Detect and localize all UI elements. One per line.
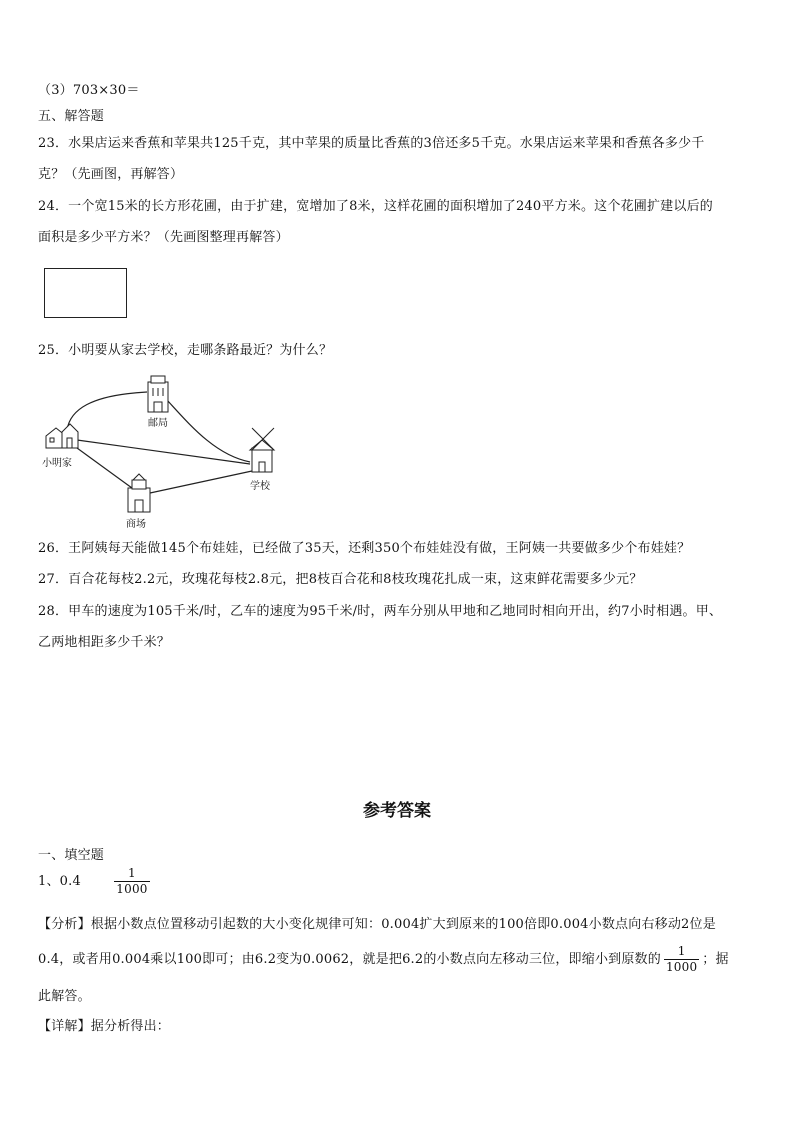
section-1-title: 一、填空题 — [38, 848, 105, 863]
route-post-to-school — [167, 400, 250, 462]
answer-1-prefix: 1、0.4 — [38, 874, 81, 889]
fraction-one-thousandth-inline — [664, 944, 699, 975]
answer-1 — [38, 866, 153, 897]
question-23-line-1: 23．水果店运来香蕉和苹果共125千克，其中苹果的质量比香蕉的3倍还多5千克。水果店运来苹果和香蕉各多少千 — [38, 136, 705, 151]
calc-question-3: （3）703×30＝ — [38, 83, 140, 98]
analysis-line-1: 【分析】根据小数点位置移动引起数的大小变化规律可知：0.004扩大到原来的100倍即0.004小数点向右移动2位是 — [38, 917, 716, 932]
route-mall-to-school — [150, 471, 252, 493]
mall-icon — [128, 474, 150, 512]
analysis-line-2 — [38, 944, 729, 975]
analysis-line-3: 此解答。 — [38, 989, 91, 1004]
analysis-line-2-tail: ；据 — [702, 952, 729, 967]
fraction-denominator: 1000 — [116, 882, 148, 896]
garden-rectangle-figure — [44, 268, 127, 318]
question-28-line-2: 乙两地相距多少千米？ — [38, 635, 171, 650]
question-26-line-1: 26．王阿姨每天能做145个布娃娃，已经做了35天，还剩350个布娃娃没有做，王阿姨一共要做多少个布娃娃？ — [38, 541, 691, 556]
school-icon — [250, 428, 274, 472]
fraction-numerator: 1 — [128, 866, 136, 880]
section-5-title: 五、解答题 — [38, 109, 105, 124]
label-mall: 商场 — [126, 519, 146, 530]
route-home-to-mall — [77, 448, 132, 488]
question-23-line-2: 克？（先画图，再解答） — [38, 167, 184, 182]
analysis-line-2-text: 0.4，或者用0.004乘以100即可；由6.2变为0.0062，就是把6.2的小数点向左移动三位，即缩小到原数的 — [38, 952, 661, 967]
question-24-line-2: 面积是多少平方米？（先画图整理再解答） — [38, 230, 289, 245]
route-home-to-post — [67, 392, 147, 430]
home-icon — [46, 424, 78, 448]
route-map — [40, 370, 290, 535]
post-office-icon — [148, 376, 168, 412]
fraction-numerator-inline: 1 — [677, 944, 686, 958]
question-27-line-1: 27．百合花每枝2.2元，玫瑰花每枝2.8元，把8枝百合花和8枝玫瑰花扎成一束，这束鲜花需要多少元？ — [38, 572, 643, 587]
question-25-line-1: 25．小明要从家去学校，走哪条路最近？为什么？ — [38, 343, 333, 358]
answers-title: 参考答案 — [363, 801, 431, 821]
label-post-office: 邮局 — [148, 418, 168, 429]
label-home: 小明家 — [42, 458, 72, 469]
fraction-one-thousandth — [114, 866, 149, 897]
question-24-line-1: 24．一个宽15米的长方形花圃，由于扩建，宽增加了8米，这样花圃的面积增加了240平方米。这个花圃扩建以后的 — [38, 199, 713, 214]
detail-line: 【详解】据分析得出： — [38, 1019, 171, 1034]
question-28-line-1: 28．甲车的速度为105千米/时，乙车的速度为95千米/时，两车分别从甲地和乙地同时相向开出，约7小时相遇。甲、 — [38, 604, 723, 619]
label-school: 学校 — [250, 481, 270, 492]
fraction-denominator-inline: 1000 — [665, 960, 698, 974]
